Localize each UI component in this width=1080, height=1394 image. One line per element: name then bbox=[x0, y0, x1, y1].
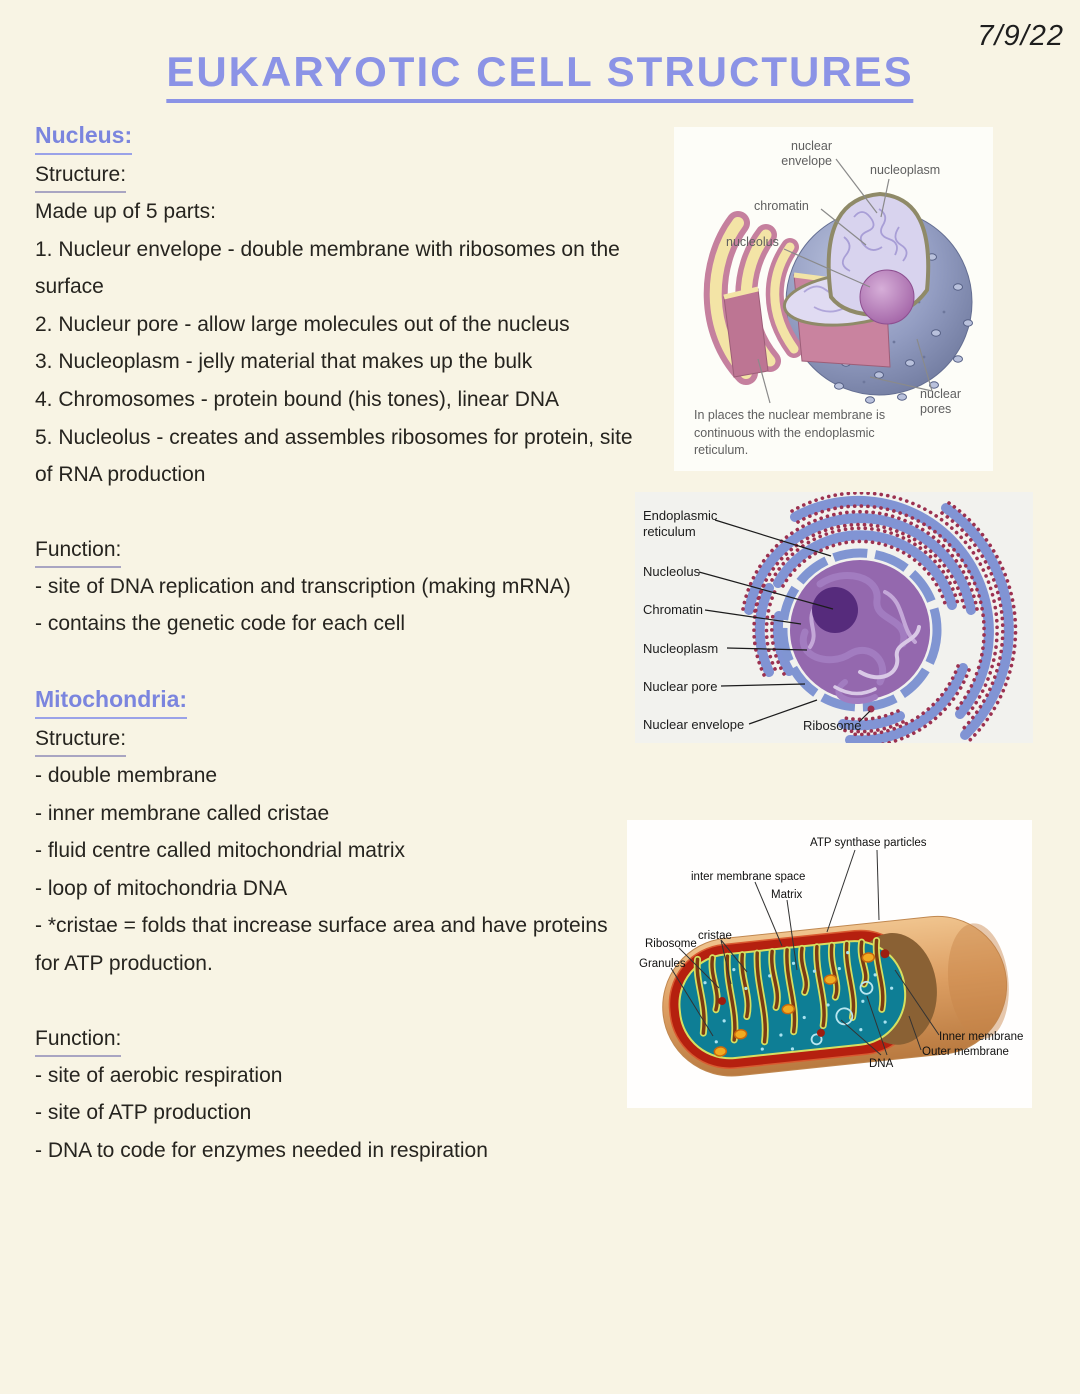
notes-text-column bbox=[35, 116, 635, 1169]
nucleus-structure-item-3: 3. Nucleoplasm - jelly material that makes up the bulk bbox=[35, 350, 533, 374]
label-dna: DNA bbox=[869, 1058, 894, 1070]
mitochondria-function-item-1: - site of aerobic respiration bbox=[35, 1063, 283, 1087]
label-nuclear-envelope: nuclear envelope bbox=[781, 139, 832, 169]
label-endoplasmic-reticulum: Endoplasmic reticulum bbox=[643, 508, 718, 539]
nucleus-heading: Nucleus: bbox=[35, 118, 132, 155]
mitochondrion-art bbox=[627, 820, 1032, 1108]
label-chromatin: chromatin bbox=[754, 199, 809, 213]
nucleus-structure-item-5: 5. Nucleolus - creates and assembles ribosomes for protein, site of RNA production bbox=[35, 425, 633, 487]
label-atp-synthase-particles: ATP synthase particles bbox=[810, 837, 927, 849]
label-chromatin: Chromatin bbox=[643, 602, 703, 617]
label-ribosome: Ribosome bbox=[645, 938, 697, 950]
mitochondria-function-item-2: - site of ATP production bbox=[35, 1101, 252, 1125]
label-nuclear-pore: Nuclear pore bbox=[643, 679, 718, 694]
label-inner-membrane: Inner membrane bbox=[939, 1031, 1024, 1043]
mitochondria-structure-item-1: - double membrane bbox=[35, 763, 218, 787]
label-nucleolus: Nucleolus bbox=[643, 564, 701, 579]
label-cristae: cristae bbox=[698, 930, 732, 942]
figure-mitochondrion bbox=[627, 820, 1032, 1108]
mitochondria-function-heading: Function: bbox=[35, 1022, 121, 1057]
label-inter-membrane-space: inter membrane space bbox=[691, 871, 806, 883]
mitochondria-function-item-3: - DNA to code for enzymes needed in respiration bbox=[35, 1138, 488, 1162]
mitochondria-structure-heading: Structure: bbox=[35, 722, 126, 757]
figure-nucleus-er bbox=[635, 492, 1033, 743]
nucleus-function-item-2: - contains the genetic code for each cell bbox=[35, 612, 406, 636]
nucleus-structure-intro: Made up of 5 parts: bbox=[35, 200, 216, 223]
nucleus-function-heading: Function: bbox=[35, 533, 121, 568]
date: 7/9/22 bbox=[977, 20, 1064, 52]
label-nuclear-envelope: Nuclear envelope bbox=[643, 717, 745, 732]
figure-nucleus-cutaway bbox=[674, 127, 993, 471]
mitochondria-structure-item-4: - loop of mitochondria DNA bbox=[35, 876, 288, 900]
mitochondria-structure-item-2: - inner membrane called cristae bbox=[35, 801, 330, 825]
page-title: EUKARYOTIC CELL STRUCTURES bbox=[166, 48, 913, 103]
label-ribosome: Ribosome bbox=[803, 718, 862, 733]
nucleus-function-item-1: - site of DNA replication and transcription (making mRNA) bbox=[35, 574, 571, 598]
mitochondria-structure-item-3: - fluid centre called mitochondrial matrix bbox=[35, 839, 405, 863]
mitochondria-heading: Mitochondria: bbox=[35, 682, 187, 719]
nucleus-structure-item-2: 2. Nucleur pore - allow large molecules out of the nucleus bbox=[35, 312, 570, 336]
nucleus-structure-item-1: 1. Nucleur envelope - double membrane with ribosomes on the surface bbox=[35, 237, 620, 299]
label-granules: Granules bbox=[639, 958, 686, 970]
label-nucleolus: nucleolus bbox=[726, 235, 779, 249]
label-nucleoplasm: nucleoplasm bbox=[870, 163, 941, 177]
nucleus-structure-heading: Structure: bbox=[35, 158, 126, 193]
mitochondria-structure-item-5: - *cristae = folds that increase surface area and have proteins for ATP production. bbox=[35, 914, 608, 975]
label-nuclear-pores: nuclear pores bbox=[920, 387, 961, 417]
figure1-caption: In places the nuclear membrane is continuous with the endoplasmic reticulum. bbox=[694, 408, 886, 457]
nucleus-structure-item-4: 4. Chromosomes - protein bound (his tones), linear DNA bbox=[35, 387, 560, 411]
label-matrix: Matrix bbox=[771, 889, 803, 901]
label-nucleoplasm: Nucleoplasm bbox=[643, 641, 719, 656]
label-outer-membrane: Outer membrane bbox=[922, 1046, 1009, 1058]
